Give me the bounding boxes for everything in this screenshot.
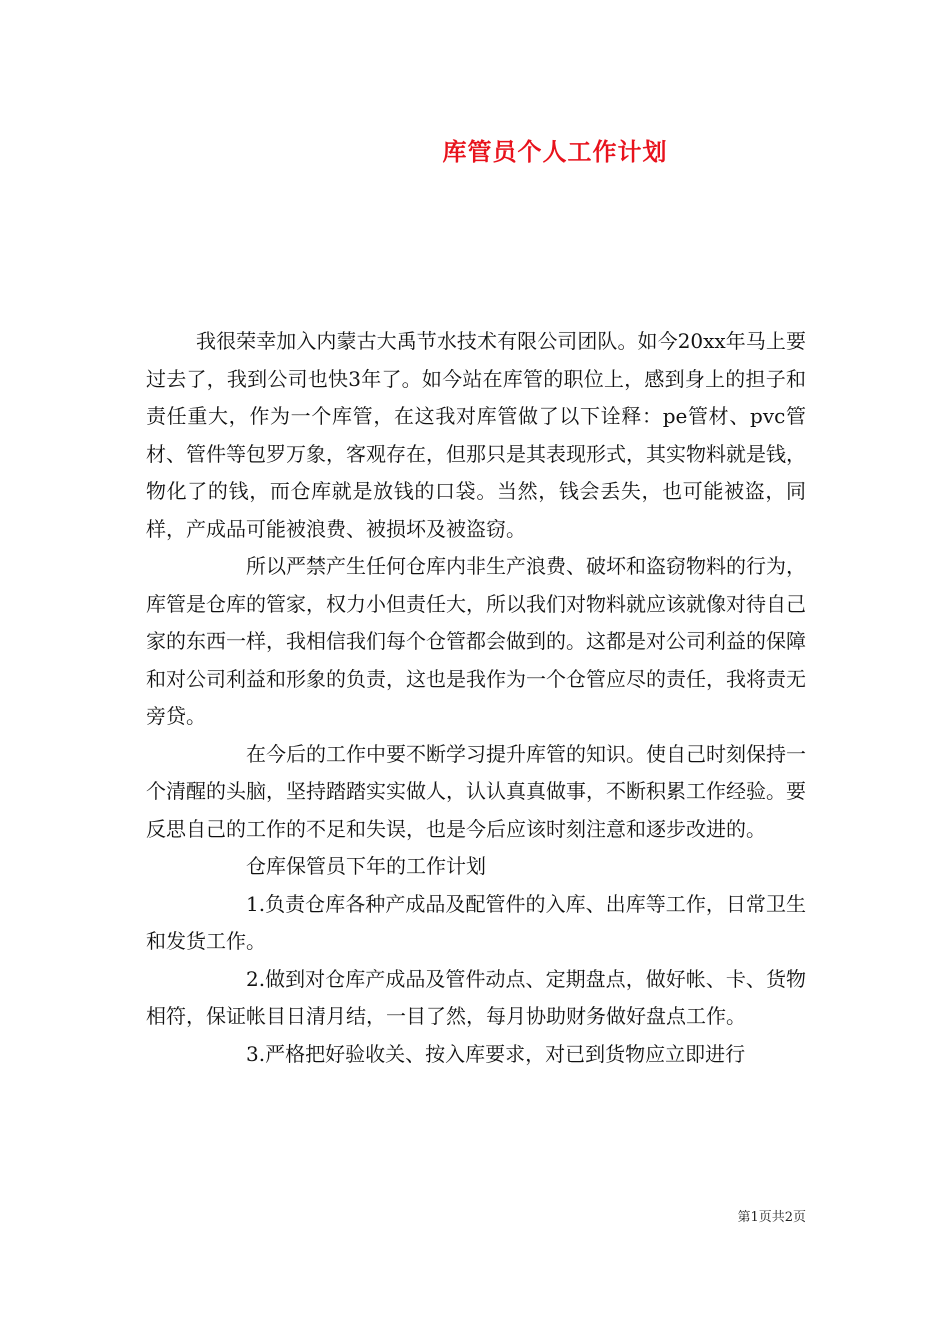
plan-item-2: 2.做到对仓库产成品及管件动点、定期盘点，做好帐、卡、货物相符，保证帐目日清月结，一目了然，每月协助财务做好盘点工作。 bbox=[146, 966, 806, 1028]
plan-item-3: 3.严格把好验收关、按入库要求，对已到货物应立即进行 bbox=[246, 1041, 746, 1066]
document-title: 库管员个人工作计划 bbox=[442, 137, 668, 166]
paragraph-learning: 在今后的工作中要不断学习提升库管的知识。使自己时刻保持一个清醒的头脑，坚持踏踏实实做人，认认真真做事，不断积累工作经验。要反思自己的工作的不足和失误，也是今后应该时刻注意和逐步改进的。 bbox=[146, 741, 806, 841]
section-heading-plan: 仓库保管员下年的工作计划 bbox=[246, 854, 486, 878]
page-number-footer: 第1页共2页 bbox=[737, 1210, 806, 1225]
plan-item-1: 1.负责仓库各种产成品及配管件的入库、出库等工作，日常卫生和发货工作。 bbox=[146, 891, 806, 953]
paragraph-intro: 我很荣幸加入内蒙古大禹节水技术有限公司团队。如今20xx年马上要过去了，我到公司也快3年了。如今站在库管的职位上，感到身上的担子和责任重大，作为一个库管，在这我对库管做了以下诠释：pe管材、pvc管材、管件等包罗万象，客观存在，但那只是其表现形式，其实物料就是钱，物化了的钱，而仓库就是放钱的口袋。当然，钱会丢失，也可能被盗，同样，产成品可能被浪费、被损坏及被盗窃。 bbox=[146, 329, 806, 541]
paragraph-responsibility: 所以严禁产生任何仓库内非生产浪费、破坏和盗窃物料的行为，库管是仓库的管家，权力小但责任大，所以我们对物料就应该就像对待自己家的东西一样，我相信我们每个仓管都会做到的。这都是对公司利益的保障和对公司利益和形象的负责，这也是我作为一个仓管应尽的责任，我将责无旁贷。 bbox=[146, 554, 806, 728]
document-body bbox=[146, 323, 806, 1073]
